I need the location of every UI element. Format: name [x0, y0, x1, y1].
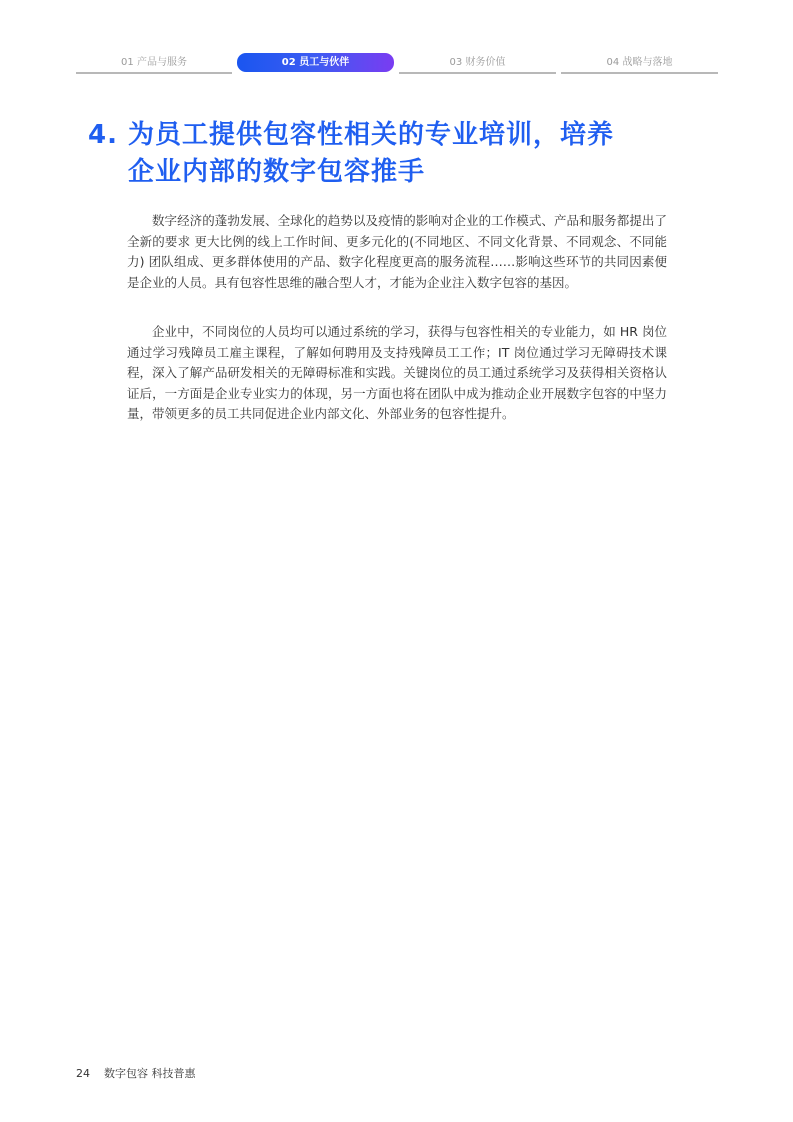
page-number: 24	[76, 1067, 90, 1080]
tab-employees-partners[interactable]: 02 员工与伙伴	[237, 53, 394, 72]
tab-strategy-implementation[interactable]: 04 战略与落地	[561, 54, 718, 74]
tab-financial-value[interactable]: 03 财务价值	[399, 54, 556, 74]
page-footer	[76, 1065, 196, 1081]
tab-products-services[interactable]: 01 产品与服务	[76, 54, 232, 74]
section-title	[88, 117, 708, 191]
footer-text: 数字包容 科技普惠	[104, 1067, 196, 1080]
title-line-1: 为员工提供包容性相关的专业培训，培养	[128, 120, 615, 150]
section-nav	[0, 54, 793, 74]
paragraph-1: 数字经济的蓬勃发展、全球化的趋势以及疫情的影响对企业的工作模式、产品和服务都提出了全新的要求 更大比例的线上工作时间、更多元化的(不同地区、不同文化背景、不同观念、不同能力) 团队组成、更多群体使用的产品、数字化程度更高的服务流程……影响这些环节的共同因素便是企业的人员。具有包容性思维的融合型人才，才能为企业注入数字包容的基因。	[127, 213, 667, 290]
section-number: 4.	[88, 120, 118, 150]
paragraph-2: 企业中，不同岗位的人员均可以通过系统的学习，获得与包容性相关的专业能力，如 HR 岗位通过学习残障员工雇主课程，了解如何聘用及支持残障员工工作；IT 岗位通过学习无障碍技术课程，深入了解产品研发相关的无障碍标准和实践。关键岗位的员工通过系统学习及获得相关资格认证后，一方面是企业专业实力的体现，另一方面也将在团队中成为推动企业开展数字包容的中坚力量，带领更多的员工共同促进企业内部文化、外部业务的包容性提升。	[127, 324, 667, 422]
title-line-2: 企业内部的数字包容推手	[128, 157, 426, 187]
